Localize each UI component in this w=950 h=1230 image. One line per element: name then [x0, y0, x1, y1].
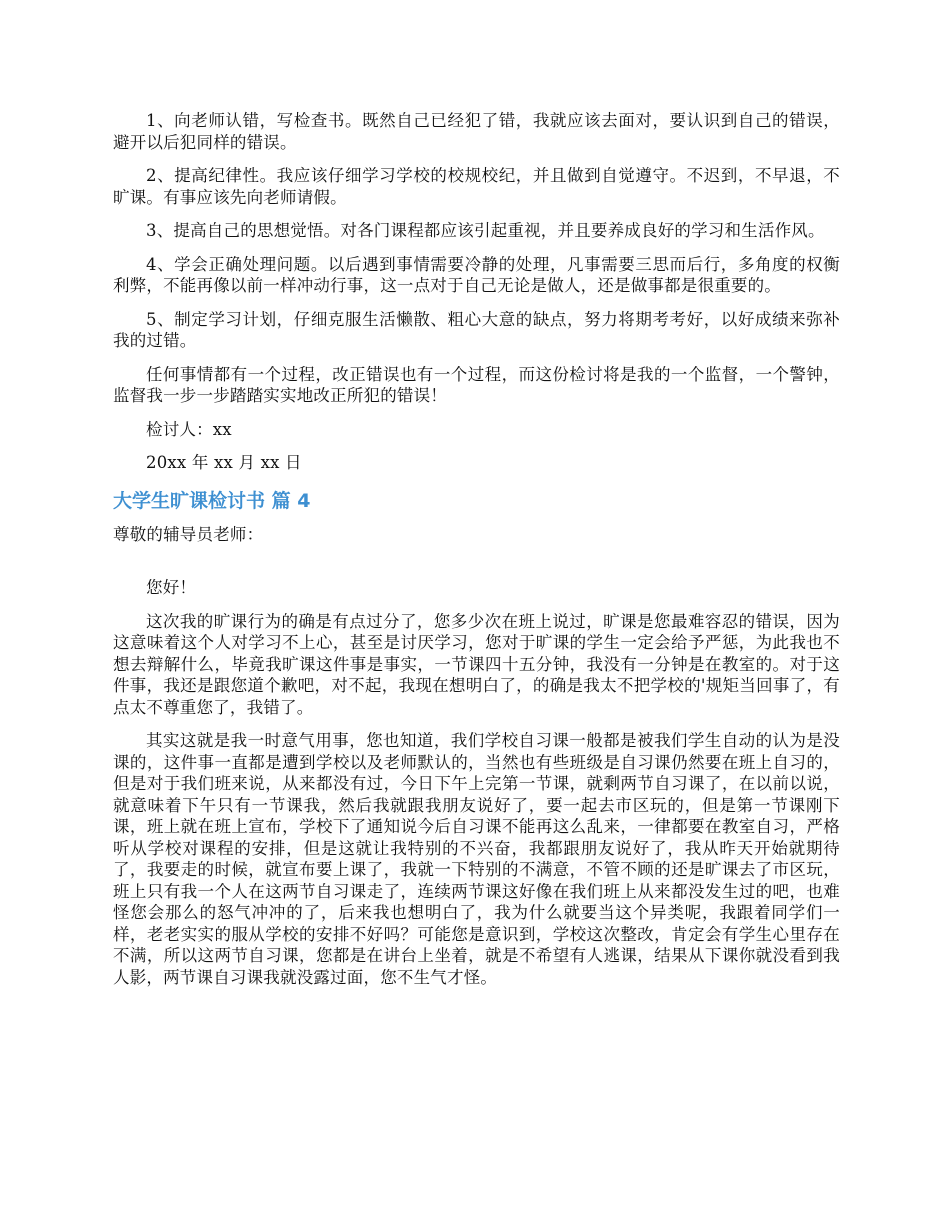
paragraph-item-4: 4、学会正确处理问题。以后遇到事情需要冷静的处理，凡事需要三思而后行，多角度的权衡利弊，不能再像以前一样冲动行事，这一点对于自己无论是做人，还是做事都是很重要的。 — [113, 254, 840, 295]
section-heading: 大学生旷课检讨书 篇 4 — [113, 489, 311, 512]
blank-line — [113, 557, 840, 577]
body-paragraph-1: 这次我的旷课行为的确是有点过分了，您多少次在班上说过，旷课是您最难容忍的错误，因为这意味着这个人对学习不上心，甚至是讨厌学习，您对于旷课的学生一定会给予严惩，为此我也不想去辩解什么，毕竟我旷课这件事是事实，一节课四十五分钟，我没有一分钟是在教室的。对于这件事，我还是跟您道个歉吧，对不起，我现在想明白了，的确是我太不把学校的'规矩当回事了，有点太不尊重您了，我错了。 — [113, 611, 840, 717]
paragraph-item-3: 3、提高自己的思想觉悟。对各门课程都应该引起重视，并且要养成良好的学习和生活作风。 — [146, 221, 825, 240]
paragraph-closing: 任何事情都有一个过程，改正错误也有一个过程，而这份检讨将是我的一个监督，一个警钟，监督我一步一步踏踏实实地改正所犯的错误！ — [113, 364, 840, 405]
paragraph-item-1: 1、向老师认错，写检查书。既然自己已经犯了错，我就应该去面对，要认识到自己的错误，避开以后犯同样的错误。 — [113, 111, 840, 152]
signer-line: 检讨人：xx — [146, 419, 232, 439]
salutation: 尊敬的辅导员老师： — [113, 524, 264, 544]
body-paragraph-2: 其实这就是我一时意气用事，您也知道，我们学校自习课一般都是被我们学生自动的认为是没课的，这件事一直都是遭到学校以及老师默认的，当然也有些班级是自习课仍然要在班上自习的，但是对于我们班来说，从来都没有过，今日下午上完第一节课，就剩两节自习课了，在以前以说，就意味着下午只有一节课我，然后我就跟我朋友说好了，要一起去市区玩的，但是第一节课刚下课，班上就在班上宣布，学校下了通知说今后自习课不能再这么乱来，一律都要在教室自习，严格听从学校对课程的安排，但是这就让我特别的不兴奋，我都跟朋友说好了，我从昨天开始就期待了，我要走的时候，就宣布要上课了，我就一下特别的不满意，不管不顾的还是旷课去了市区玩，班上只有我一个人在这两节自习课走了，连续两节课这好像在我们班上从来都没发生过的吧，也难怪您会那么的怒气冲冲的了，后来我也想明白了，我为什么就要当这个异类呢，我跟着同学们一样，老老实实的服从学校的安排不好吗？可能您是意识到，学校这次整改，肯定会有学生心里存在不满，所以这两节自习课，您都是在讲台上坐着，就是不希望有人逃课，结果从下课你就没看到我人影，两节课自习课我就没露过面，您不生气才怪。 — [113, 731, 840, 987]
document-page — [113, 110, 840, 1000]
paragraph-item-2: 2、提高纪律性。我应该仔细学习学校的校规校纪，并且做到自觉遵守。不迟到，不早退，不旷课。有事应该先向老师请假。 — [113, 166, 840, 207]
greeting: 您好！ — [146, 578, 197, 597]
date-line: 20xx 年 xx 月 xx 日 — [146, 453, 302, 472]
paragraph-item-5: 5、制定学习计划，仔细克服生活懒散、粗心大意的缺点，努力将期考考好，以好成绩来弥补我的过错。 — [113, 309, 840, 350]
